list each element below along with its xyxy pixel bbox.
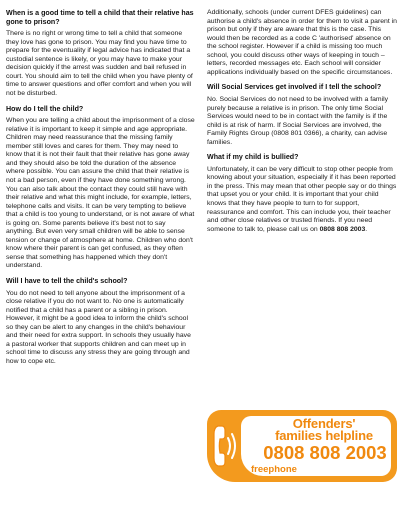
helpline-title-line1: Offenders' [292, 416, 356, 431]
helpline-number-inline: 0808 808 2003 [319, 225, 366, 233]
paragraph-bullied-text: Unfortunately, it can be very difficult to stop other people from knowing about your situation, especially if it has been reported in the press. This may mean that other people say or do things that upset you or your child. It is important that your child knows that they have people to turn to for support, reassurance and comfort. This can include you, their teacher and other close relatives or trusted friends. If you need someone to talk to, please call us on [207, 165, 397, 233]
telephone-icon [213, 424, 239, 468]
paragraph-how-to-tell: When you are telling a child about the imprisonment of a close relative it is important to keep it simple and age appropriate. Children may need reassurance that the missing family member still loves and cares for them. They may need to know that it is not their fault that their relative has gone away and they should also be told the duration of the absence where possible. You can assure the child that their relative is not a bad person, even if they have done something wrong. You can also talk about the contact they could still have with their relative and what this might include, for example, letters, telephone calls and visits. It can be very tempting to believe that a child is too young to understand, or is not aware of what is going on. Some parents believe it's best not to say anything. But even very small children will be able to sense tension or change of atmosphere at home. Children who don't know where their parent is can get confused, as they often sense that something has happened which they don't understand. [6, 117, 195, 270]
paragraph-bullied-end: . [365, 225, 368, 233]
section-heading-social-services: Will Social Services get involved if I tell the school? [207, 83, 382, 92]
helpline-title [251, 418, 397, 442]
section-heading-good-time: When is a good time to tell a child that their relative has gone to prison? [6, 9, 194, 26]
section-heading-school: Will I have to tell the child's school? [6, 277, 128, 285]
section-heading-how-to-tell: How do I tell the child? [6, 104, 84, 113]
helpline-title-line2: families helpline [275, 428, 373, 443]
left-column [6, 9, 195, 373]
helpline-number: 0808 808 2003 [263, 442, 387, 463]
section-heading-bullied: What if my child is bullied? [207, 153, 299, 162]
paragraph-social-services: No. Social Services do not need to be involved with a family purely because a relative is in prison. The only time Social Services would need to be in contact with the family is if the child is at risk of harm. If Social Services are involved, the Family Rights Group (0808 801 0366), a charity, can advise families. [207, 95, 389, 146]
paragraph-school-absence: Additionally, schools (under current DFES guidelines) can authorise a child's absence in order for them to visit a parent in prison but only if they are aware that this is the case. This would then be recorded as a code C 'authorised' absence on the school register. However if a child is missing too much school, you could discuss other ways of keeping in touch – letters, recorded messages etc. Each school will consider applications individually based on the specific circumstances. [207, 9, 397, 76]
paragraph-good-time: There is no right or wrong time to tell a child that someone they love has gone to prison. You may find you have time to prepare for the eventuality if legal advice has indicated that a custodial sentence is likely, or you may have to make your decision quickly if the arrest was sudden and bail refused in court. You should aim to tell the child when you have plenty of time to answer questions and offer comfort and when you will not be disturbed. [6, 30, 193, 98]
paragraph-bullied [207, 166, 397, 234]
helpline-freephone: freephone [251, 464, 297, 475]
paragraph-school: You do not need to tell anyone about the imprisonment of a close relative if you do not want to. No one is automatically notified that a child has a parent or a sibling in prison. However, it might be a good idea to inform the child's school so they can be alert to any changes in the child's behaviour and their need for extra support. In schools they usually have a pastoral worker that supports children and can meet up in school time to discuss any stress they are going through and how to cope etc. [6, 289, 191, 365]
helpline-banner [207, 410, 397, 482]
right-column [207, 9, 397, 240]
